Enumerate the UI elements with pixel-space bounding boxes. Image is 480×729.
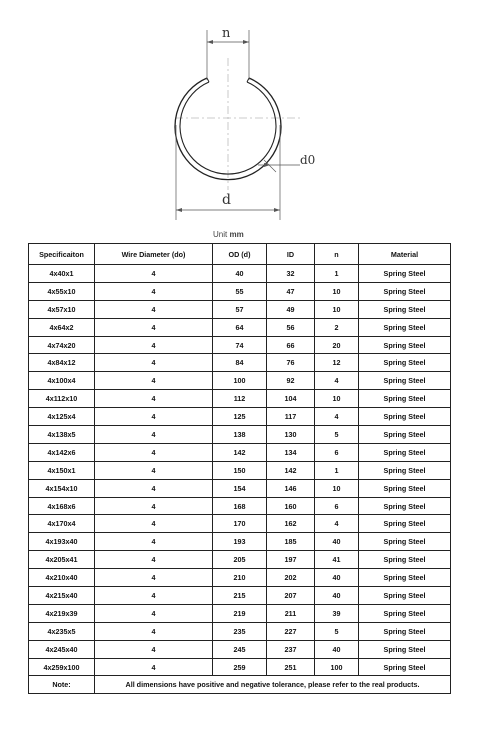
- unit-caption: [213, 230, 244, 239]
- cell-id: 207: [267, 587, 315, 605]
- cell-od: 125: [213, 408, 267, 426]
- note-row: [29, 676, 451, 694]
- cell-wire-diameter: 4: [95, 282, 213, 300]
- header-row: [29, 244, 451, 265]
- cell-id: 227: [267, 622, 315, 640]
- cell-material: Spring Steel: [359, 426, 451, 444]
- cell-wire-diameter: 4: [95, 426, 213, 444]
- table-row: [29, 622, 451, 640]
- table-row: [29, 336, 451, 354]
- do-label: d0: [300, 153, 316, 167]
- cell-specification: 4x210x40: [29, 569, 95, 587]
- table-row: [29, 587, 451, 605]
- cell-wire-diameter: 4: [95, 318, 213, 336]
- cell-od: 193: [213, 533, 267, 551]
- cell-wire-diameter: 4: [95, 265, 213, 283]
- cell-n: 5: [315, 426, 359, 444]
- cell-specification: 4x40x1: [29, 265, 95, 283]
- cell-od: 84: [213, 354, 267, 372]
- cell-material: Spring Steel: [359, 282, 451, 300]
- d-label: d: [222, 192, 231, 208]
- cell-specification: 4x125x4: [29, 408, 95, 426]
- cell-n: 4: [315, 372, 359, 390]
- cell-specification: 4x112x10: [29, 390, 95, 408]
- cell-n: 39: [315, 604, 359, 622]
- table-row: [29, 443, 451, 461]
- cell-od: 142: [213, 443, 267, 461]
- cell-id: 76: [267, 354, 315, 372]
- cell-specification: 4x84x12: [29, 354, 95, 372]
- cell-od: 138: [213, 426, 267, 444]
- cell-wire-diameter: 4: [95, 479, 213, 497]
- cell-material: Spring Steel: [359, 604, 451, 622]
- cell-od: 112: [213, 390, 267, 408]
- table-row: [29, 604, 451, 622]
- cell-od: 215: [213, 587, 267, 605]
- header-wire-diameter: Wire Diameter (do): [95, 244, 213, 265]
- cell-specification: 4x154x10: [29, 479, 95, 497]
- cell-n: 10: [315, 390, 359, 408]
- cell-od: 150: [213, 461, 267, 479]
- ring-diagram: [0, 0, 480, 245]
- cell-specification: 4x64x2: [29, 318, 95, 336]
- cell-material: Spring Steel: [359, 318, 451, 336]
- cell-material: Spring Steel: [359, 533, 451, 551]
- cell-od: 64: [213, 318, 267, 336]
- cell-material: Spring Steel: [359, 408, 451, 426]
- cell-material: Spring Steel: [359, 569, 451, 587]
- cell-id: 146: [267, 479, 315, 497]
- cell-od: 168: [213, 497, 267, 515]
- table-row: [29, 354, 451, 372]
- cell-wire-diameter: 4: [95, 390, 213, 408]
- cell-specification: 4x245x40: [29, 640, 95, 658]
- cell-n: 20: [315, 336, 359, 354]
- cell-n: 2: [315, 318, 359, 336]
- cell-specification: 4x193x40: [29, 533, 95, 551]
- cell-n: 40: [315, 569, 359, 587]
- cell-specification: 4x55x10: [29, 282, 95, 300]
- cell-wire-diameter: 4: [95, 497, 213, 515]
- header-id: ID: [267, 244, 315, 265]
- cell-id: 134: [267, 443, 315, 461]
- cell-id: 117: [267, 408, 315, 426]
- spec-table-body: [29, 265, 451, 676]
- table-row: [29, 569, 451, 587]
- cell-specification: 4x74x20: [29, 336, 95, 354]
- cell-material: Spring Steel: [359, 587, 451, 605]
- d-arrow-left: [176, 208, 182, 212]
- table-row: [29, 408, 451, 426]
- cell-specification: 4x235x5: [29, 622, 95, 640]
- cell-od: 170: [213, 515, 267, 533]
- cell-n: 10: [315, 300, 359, 318]
- cell-material: Spring Steel: [359, 461, 451, 479]
- table-row: [29, 497, 451, 515]
- cell-od: 219: [213, 604, 267, 622]
- header-n: n: [315, 244, 359, 265]
- cell-wire-diameter: 4: [95, 443, 213, 461]
- cell-specification: 4x168x6: [29, 497, 95, 515]
- cell-n: 6: [315, 443, 359, 461]
- cell-id: 32: [267, 265, 315, 283]
- cell-wire-diameter: 4: [95, 587, 213, 605]
- cell-n: 40: [315, 587, 359, 605]
- cell-wire-diameter: 4: [95, 640, 213, 658]
- cell-wire-diameter: 4: [95, 372, 213, 390]
- cell-n: 4: [315, 408, 359, 426]
- table-row: [29, 426, 451, 444]
- cell-n: 4: [315, 515, 359, 533]
- cell-od: 245: [213, 640, 267, 658]
- cell-wire-diameter: 4: [95, 461, 213, 479]
- cell-id: 160: [267, 497, 315, 515]
- cell-specification: 4x219x39: [29, 604, 95, 622]
- header-material: Material: [359, 244, 451, 265]
- table-row: [29, 265, 451, 283]
- cell-wire-diameter: 4: [95, 533, 213, 551]
- cell-specification: 4x205x41: [29, 551, 95, 569]
- cell-wire-diameter: 4: [95, 551, 213, 569]
- table-row: [29, 658, 451, 676]
- cell-wire-diameter: 4: [95, 354, 213, 372]
- cell-specification: 4x259x100: [29, 658, 95, 676]
- cell-wire-diameter: 4: [95, 336, 213, 354]
- cell-wire-diameter: 4: [95, 515, 213, 533]
- cell-id: 237: [267, 640, 315, 658]
- table-row: [29, 282, 451, 300]
- unit-label: Unit: [213, 230, 228, 239]
- cell-material: Spring Steel: [359, 640, 451, 658]
- spec-table: [28, 243, 451, 694]
- cell-id: 56: [267, 318, 315, 336]
- cell-n: 40: [315, 640, 359, 658]
- cell-material: Spring Steel: [359, 265, 451, 283]
- header-specification: Specificaiton: [29, 244, 95, 265]
- cell-specification: 4x150x1: [29, 461, 95, 479]
- cell-od: 74: [213, 336, 267, 354]
- cell-id: 197: [267, 551, 315, 569]
- cell-od: 55: [213, 282, 267, 300]
- cell-specification: 4x138x5: [29, 426, 95, 444]
- table-row: [29, 300, 451, 318]
- cell-n: 10: [315, 479, 359, 497]
- cell-od: 154: [213, 479, 267, 497]
- cell-od: 210: [213, 569, 267, 587]
- cell-material: Spring Steel: [359, 497, 451, 515]
- cell-id: 162: [267, 515, 315, 533]
- unit-value: mm: [229, 230, 244, 239]
- cell-od: 235: [213, 622, 267, 640]
- spec-table-header: [29, 244, 451, 265]
- cell-n: 1: [315, 461, 359, 479]
- cell-specification: 4x142x6: [29, 443, 95, 461]
- note-text: All dimensions have positive and negative tolerance, please refer to the real products.: [95, 676, 451, 694]
- cell-od: 205: [213, 551, 267, 569]
- n-arrow-left: [207, 40, 213, 44]
- table-row: [29, 551, 451, 569]
- table-row: [29, 479, 451, 497]
- note-label: Note:: [29, 676, 95, 694]
- cell-material: Spring Steel: [359, 372, 451, 390]
- table-row: [29, 461, 451, 479]
- cell-material: Spring Steel: [359, 354, 451, 372]
- cell-od: 40: [213, 265, 267, 283]
- cell-id: 49: [267, 300, 315, 318]
- cell-id: 92: [267, 372, 315, 390]
- cell-material: Spring Steel: [359, 300, 451, 318]
- cell-material: Spring Steel: [359, 390, 451, 408]
- cell-wire-diameter: 4: [95, 604, 213, 622]
- n-arrow-right: [243, 40, 249, 44]
- cell-id: 104: [267, 390, 315, 408]
- cell-id: 142: [267, 461, 315, 479]
- header-od: OD (d): [213, 244, 267, 265]
- cell-material: Spring Steel: [359, 443, 451, 461]
- table-row: [29, 640, 451, 658]
- cell-id: 47: [267, 282, 315, 300]
- cell-od: 100: [213, 372, 267, 390]
- cell-od: 57: [213, 300, 267, 318]
- cell-specification: 4x57x10: [29, 300, 95, 318]
- cell-material: Spring Steel: [359, 551, 451, 569]
- cell-material: Spring Steel: [359, 515, 451, 533]
- cell-specification: 4x100x4: [29, 372, 95, 390]
- cell-id: 202: [267, 569, 315, 587]
- cell-material: Spring Steel: [359, 479, 451, 497]
- cell-specification: 4x215x40: [29, 587, 95, 605]
- cell-specification: 4x170x4: [29, 515, 95, 533]
- cell-wire-diameter: 4: [95, 300, 213, 318]
- cell-material: Spring Steel: [359, 622, 451, 640]
- n-label: n: [222, 26, 231, 41]
- ring-drawing: [0, 0, 480, 245]
- cell-material: Spring Steel: [359, 336, 451, 354]
- cell-id: 185: [267, 533, 315, 551]
- cell-n: 6: [315, 497, 359, 515]
- cell-wire-diameter: 4: [95, 408, 213, 426]
- cell-n: 10: [315, 282, 359, 300]
- cell-id: 211: [267, 604, 315, 622]
- cell-id: 66: [267, 336, 315, 354]
- cell-n: 1: [315, 265, 359, 283]
- table-row: [29, 390, 451, 408]
- cell-n: 41: [315, 551, 359, 569]
- cell-n: 5: [315, 622, 359, 640]
- cell-id: 251: [267, 658, 315, 676]
- cell-material: Spring Steel: [359, 658, 451, 676]
- cell-wire-diameter: 4: [95, 658, 213, 676]
- table-row: [29, 318, 451, 336]
- table-row: [29, 533, 451, 551]
- cell-n: 40: [315, 533, 359, 551]
- cell-id: 130: [267, 426, 315, 444]
- cell-wire-diameter: 4: [95, 569, 213, 587]
- table-row: [29, 515, 451, 533]
- cell-od: 259: [213, 658, 267, 676]
- cell-n: 12: [315, 354, 359, 372]
- cell-wire-diameter: 4: [95, 622, 213, 640]
- table-row: [29, 372, 451, 390]
- cell-n: 100: [315, 658, 359, 676]
- d-arrow-right: [274, 208, 280, 212]
